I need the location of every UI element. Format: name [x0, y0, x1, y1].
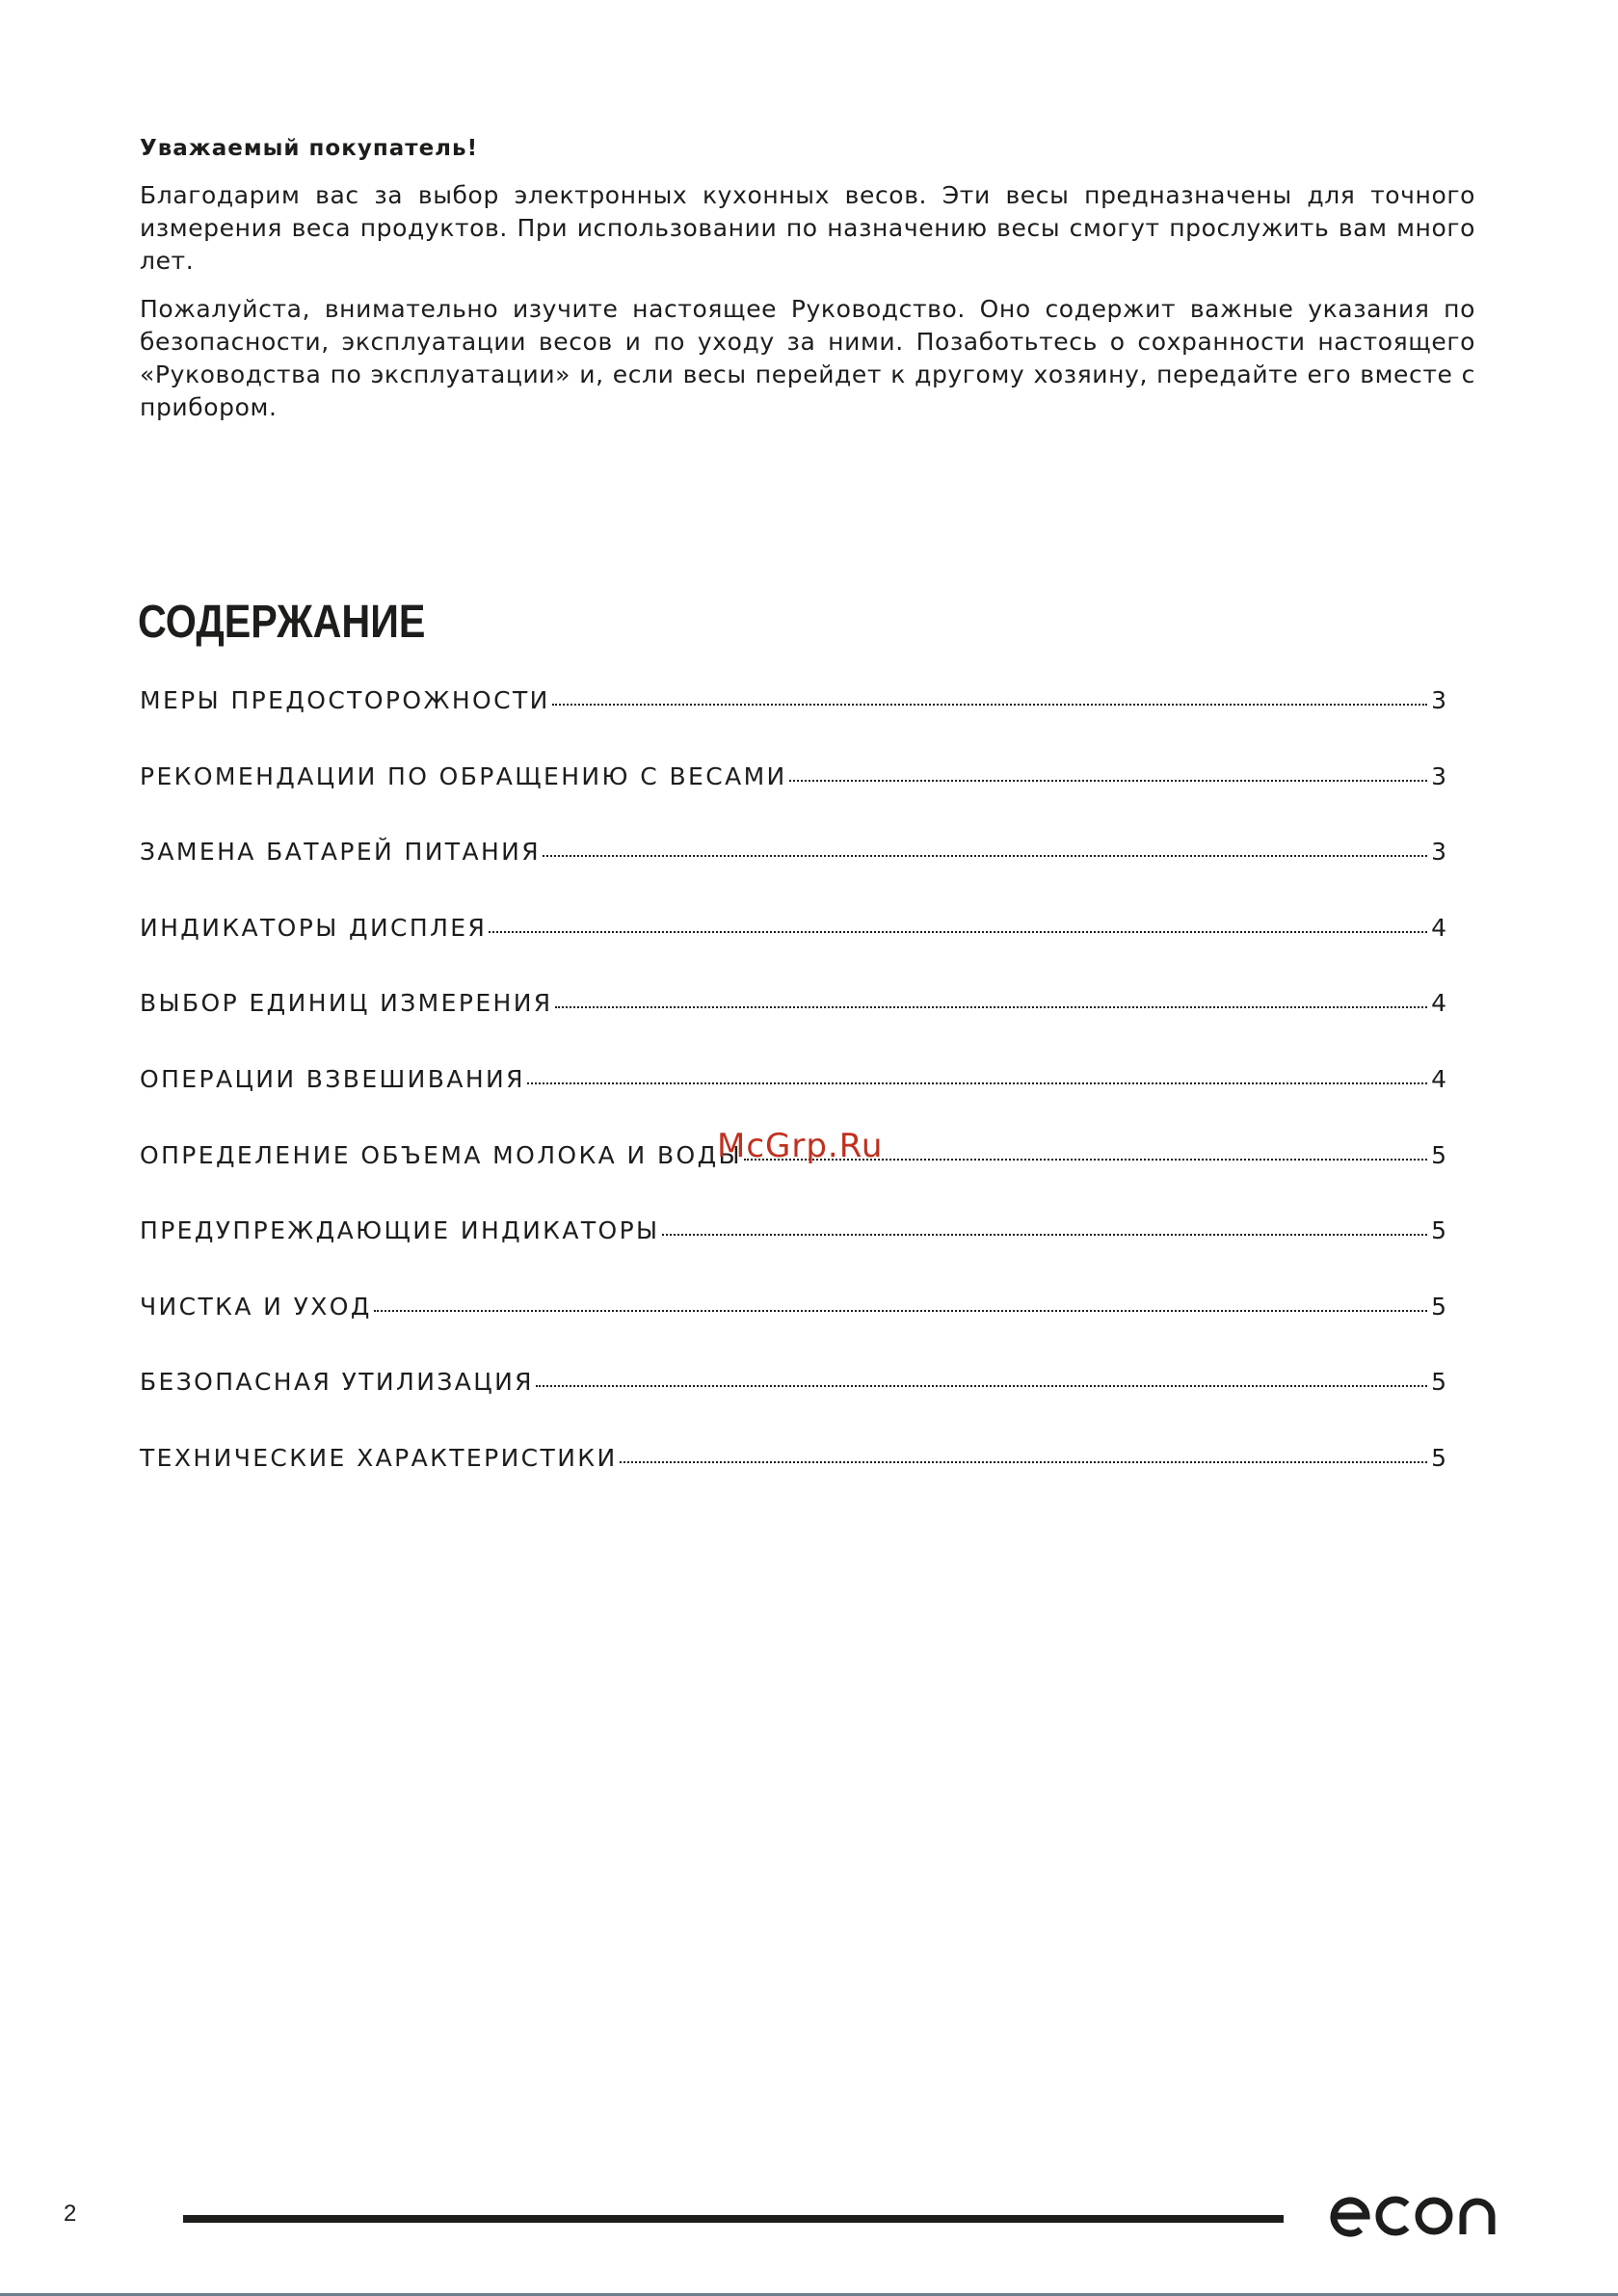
toc-item[interactable]: [140, 1368, 1446, 1444]
toc-item-page: 5: [1431, 1368, 1446, 1397]
toc-dot-leader: [662, 1234, 1427, 1236]
toc-item-title: ЗАМЕНА БАТАРЕЙ ПИТАНИЯ: [140, 838, 542, 867]
toc-item-title: РЕКОМЕНДАЦИИ ПО ОБРАЩЕНИЮ С ВЕСАМИ: [140, 761, 787, 790]
toc-item-page: 3: [1431, 838, 1446, 867]
toc-item[interactable]: [140, 1444, 1446, 1520]
table-of-contents: [140, 686, 1446, 1520]
toc-dot-leader: [552, 704, 1427, 706]
intro-paragraph: Благодарим вас за выбор электронных кухонных весов. Эти весы предназначены для точного измерения веса продуктов. При использовании по назначению весы смогут прослужить вам много лет.: [140, 181, 1475, 275]
toc-dot-leader: [555, 1006, 1427, 1008]
econ-logo: [1328, 2186, 1501, 2244]
toc-item-page: 4: [1431, 913, 1446, 942]
toc-item[interactable]: [140, 1216, 1446, 1293]
toc-dot-leader: [374, 1310, 1427, 1312]
toc-item[interactable]: [140, 1293, 1446, 1369]
toc-item-page: 5: [1431, 1216, 1446, 1245]
toc-item-page: 5: [1431, 1443, 1446, 1472]
toc-item-page: 5: [1431, 1140, 1446, 1169]
toc-item-title: ПРЕДУПРЕЖДАЮЩИЕ ИНДИКАТОРЫ: [140, 1216, 660, 1245]
page-number: 2: [64, 2201, 77, 2227]
toc-dot-leader: [527, 1082, 1427, 1084]
toc-item[interactable]: [140, 838, 1446, 914]
toc-item-title: БЕЗОПАСНАЯ УТИЛИЗАЦИЯ: [140, 1368, 534, 1397]
toc-dot-leader: [620, 1461, 1427, 1463]
toc-item-page: 3: [1431, 686, 1446, 714]
toc-item[interactable]: [140, 686, 1446, 762]
toc-heading: СОДЕРЖАНИЕ: [138, 597, 426, 648]
watermark: McGrp.Ru: [717, 1127, 884, 1165]
intro-section: [140, 133, 1475, 440]
toc-item[interactable]: [140, 914, 1446, 990]
toc-item-title: ВЫБОР ЕДИНИЦ ИЗМЕРЕНИЯ: [140, 989, 553, 1018]
toc-item-title: ОПРЕДЕЛЕНИЕ ОБЪЕМА МОЛОКА И ВОДЫ: [140, 1140, 742, 1169]
intro-paragraph: Пожалуйста, внимательно изучите настоящее Руководство. Оно содержит важные указания по безопасности, эксплуатации весов и по уходу за ними. Позаботьтесь о сохранности настоящего «Руководства по эксплуатации» и, если весы перейдет к другому хозяину, передайте его вместе с прибором.: [140, 295, 1475, 421]
greeting: Уважаемый покупатель!: [140, 136, 479, 161]
toc-dot-leader: [543, 855, 1427, 857]
toc-item-page: 4: [1431, 1064, 1446, 1093]
toc-item[interactable]: [140, 762, 1446, 839]
toc-dot-leader: [489, 931, 1427, 933]
toc-item-title: ТЕХНИЧЕСКИЕ ХАРАКТЕРИСТИКИ: [140, 1443, 618, 1472]
toc-dot-leader: [789, 780, 1427, 782]
toc-item[interactable]: [140, 989, 1446, 1065]
toc-item-page: 3: [1431, 761, 1446, 790]
footer-rule: [183, 2215, 1284, 2223]
toc-item-page: 5: [1431, 1292, 1446, 1321]
toc-item-title: МЕРЫ ПРЕДОСТОРОЖНОСТИ: [140, 686, 550, 714]
toc-dot-leader: [536, 1385, 1427, 1387]
toc-item-title: ИНДИКАТОРЫ ДИСПЛЕЯ: [140, 913, 488, 942]
toc-item-title: ЧИСТКА И УХОД: [140, 1292, 372, 1321]
toc-item-page: 4: [1431, 989, 1446, 1018]
toc-item-title: ОПЕРАЦИИ ВЗВЕШИВАНИЯ: [140, 1064, 525, 1093]
